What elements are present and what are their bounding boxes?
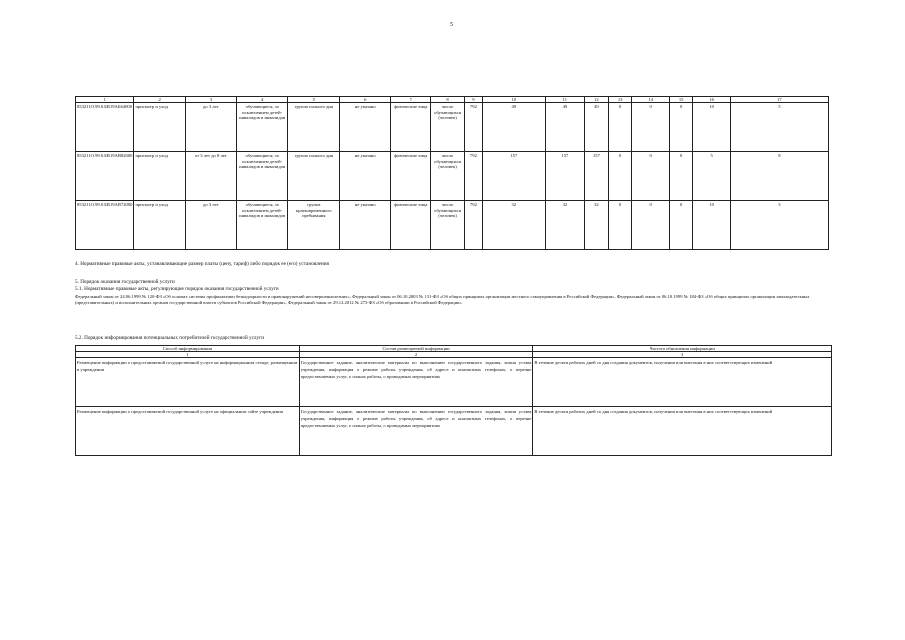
column-number: 10: [482, 97, 545, 103]
column-number: 1: [76, 352, 300, 358]
column-number: 17: [730, 97, 828, 103]
column-number: 11: [545, 97, 584, 103]
column-number: 5: [288, 97, 340, 103]
header-content: Состав размещаемой информации: [299, 346, 533, 352]
table-cell: 853211О.99.0.БВ19АВ82000: [76, 152, 134, 201]
section-5-1-heading: 5.1. Нормативные правовые акты, регулирующие порядок оказания государственной услуги: [75, 286, 279, 292]
table-row: [76, 103, 829, 152]
table-cell: не указано: [340, 152, 391, 201]
table-cell: 0: [608, 152, 632, 201]
header-method: Способ информирования: [76, 346, 300, 352]
column-number: 16: [693, 97, 730, 103]
table-cell: 0: [669, 103, 693, 152]
column-number: 1: [76, 97, 134, 103]
table-cell: обучающиеся, за исключением детей-инвалидов и инвалидов: [236, 103, 288, 152]
table-cell: от 3 лет до 8 лет: [185, 152, 236, 201]
column-number: 2: [299, 352, 533, 358]
section-5-heading: 5. Порядок оказания государственной услуги: [75, 279, 175, 285]
table-row: [76, 201, 829, 250]
column-number: 14: [632, 97, 669, 103]
column-number: 15: [669, 97, 693, 103]
column-number: 2: [134, 97, 185, 103]
table-cell: 0: [608, 201, 632, 250]
table-cell: 32: [545, 201, 584, 250]
table-cell: число обучающихся (человек): [431, 201, 465, 250]
table-row: [76, 358, 832, 407]
table-cell: 10: [693, 201, 730, 250]
table-row: [76, 152, 829, 201]
table-cell: 0: [608, 103, 632, 152]
table-cell: 792: [465, 152, 483, 201]
table-cell: 792: [465, 103, 483, 152]
table-cell: 5: [730, 103, 828, 152]
table-cell: 853211О.99.0.БВ19АБ64000: [76, 103, 134, 152]
table-cell: 157: [482, 152, 545, 201]
content-cell: Государственное задание, аналитические материалы по выполнению государственного задания, копия устава учреждения, информация о режиме работы учреждения, об адресе и контактных телефонах, о перечне предоставляемых услуг, о планах работы, о проводимых мероприятиях: [299, 358, 533, 407]
column-number: 6: [340, 97, 391, 103]
section-5-2-heading: 5.2. Порядок информирования потенциальных потребителей государственной услуги: [75, 335, 265, 341]
table-cell: физические лица: [391, 103, 431, 152]
column-number: 3: [185, 97, 236, 103]
informing-table: [75, 345, 832, 456]
table-cell: не указано: [340, 103, 391, 152]
table-cell: физические лица: [391, 152, 431, 201]
method-cell: Размещение информации о предоставляемой государственной услуге на информационном стенде, размещенном в учреждении: [76, 358, 300, 407]
table-cell: не указано: [340, 201, 391, 250]
column-number: 12: [585, 97, 609, 103]
method-cell: Размещение информации о предоставляемой государственной услуге на официальном сайте учреждения: [76, 407, 300, 456]
table-cell: физические лица: [391, 201, 431, 250]
table-cell: 0: [669, 152, 693, 201]
table-cell: 32: [585, 201, 609, 250]
table-cell: 853211О.99.0.БВ19АВ72000: [76, 201, 134, 250]
table-cell: присмотр и уход: [134, 201, 185, 250]
table-cell: 157: [545, 152, 584, 201]
table-cell: 3: [730, 201, 828, 250]
column-number: 7: [391, 97, 431, 103]
column-number: 4: [236, 97, 288, 103]
table-cell: обучающиеся, за исключением детей-инвалидов и инвалидов: [236, 152, 288, 201]
table-cell: группа кратковременного пребывания: [288, 201, 340, 250]
table-cell: до 3 лет: [185, 201, 236, 250]
table-cell: 792: [465, 201, 483, 250]
column-number: 8: [431, 97, 465, 103]
table-cell: 49: [545, 103, 584, 152]
table-cell: 8: [730, 152, 828, 201]
table-cell: присмотр и уход: [134, 152, 185, 201]
table-cell: число обучающихся (человек): [431, 103, 465, 152]
table-cell: 157: [585, 152, 609, 201]
table-cell: 0: [632, 103, 669, 152]
frequency-cell: В течение десяти рабочих дней со дня создания документов, получения или внесения в них соответствующих изменений: [533, 407, 832, 456]
table-cell: 0: [669, 201, 693, 250]
table-cell: группа полного дня: [288, 103, 340, 152]
table-cell: до 3 лет: [185, 103, 236, 152]
table-cell: обучающиеся, за исключением детей-инвалидов и инвалидов: [236, 201, 288, 250]
column-number: 13: [608, 97, 632, 103]
table-cell: 0: [632, 201, 669, 250]
service-volume-table: [75, 96, 829, 250]
laws-paragraph: Федеральный закон от 24.06.1999 № 120-ФЗ «Об основах системы профилактики безнадзорности и правонарушений несовершеннолетних», Федеральный закон от 06.10.2003 № 131-ФЗ «Об общих принципах организации местного самоуправления в Российской Федерации», Федеральный закон от 06.10.1999 № 184-ФЗ «Об общих принципах организации законодательных (представительных) и исполнительных органов государственной власти субъектов Российской Федерации», Федеральный закон от 29.12.2012 № 273-ФЗ «Об образовании в Российской Федерации»: [75, 294, 810, 306]
table-cell: группа полного дня: [288, 152, 340, 201]
column-number: 3: [533, 352, 832, 358]
table-cell: 0: [632, 152, 669, 201]
column-number: 9: [465, 97, 483, 103]
table-cell: присмотр и уход: [134, 103, 185, 152]
table-cell: 49: [482, 103, 545, 152]
table-row: [76, 407, 832, 456]
table-cell: 32: [482, 201, 545, 250]
table-cell: 5: [693, 152, 730, 201]
table-cell: число обучающихся (человек): [431, 152, 465, 201]
page-number: 5: [450, 22, 453, 28]
frequency-cell: В течение десяти рабочих дней со дня создания документов, получения или внесения в них соответствующих изменений: [533, 358, 832, 407]
content-cell: Государственное задание, аналитические материалы по выполнению государственного задания, копия устава учреждения, информация о режиме работы учреждения, об адресе и контактных телефонах, о перечне предоставляемых услуг, о планах работы, о проводимых мероприятиях: [299, 407, 533, 456]
table-cell: 49: [585, 103, 609, 152]
table-cell: 10: [693, 103, 730, 152]
section-4-heading: 4. Нормативные правовые акты, устанавливающие размер платы (цену, тариф) либо порядок ее (его) установления: [75, 261, 329, 267]
header-frequency: Частота обновления информации: [533, 346, 832, 352]
